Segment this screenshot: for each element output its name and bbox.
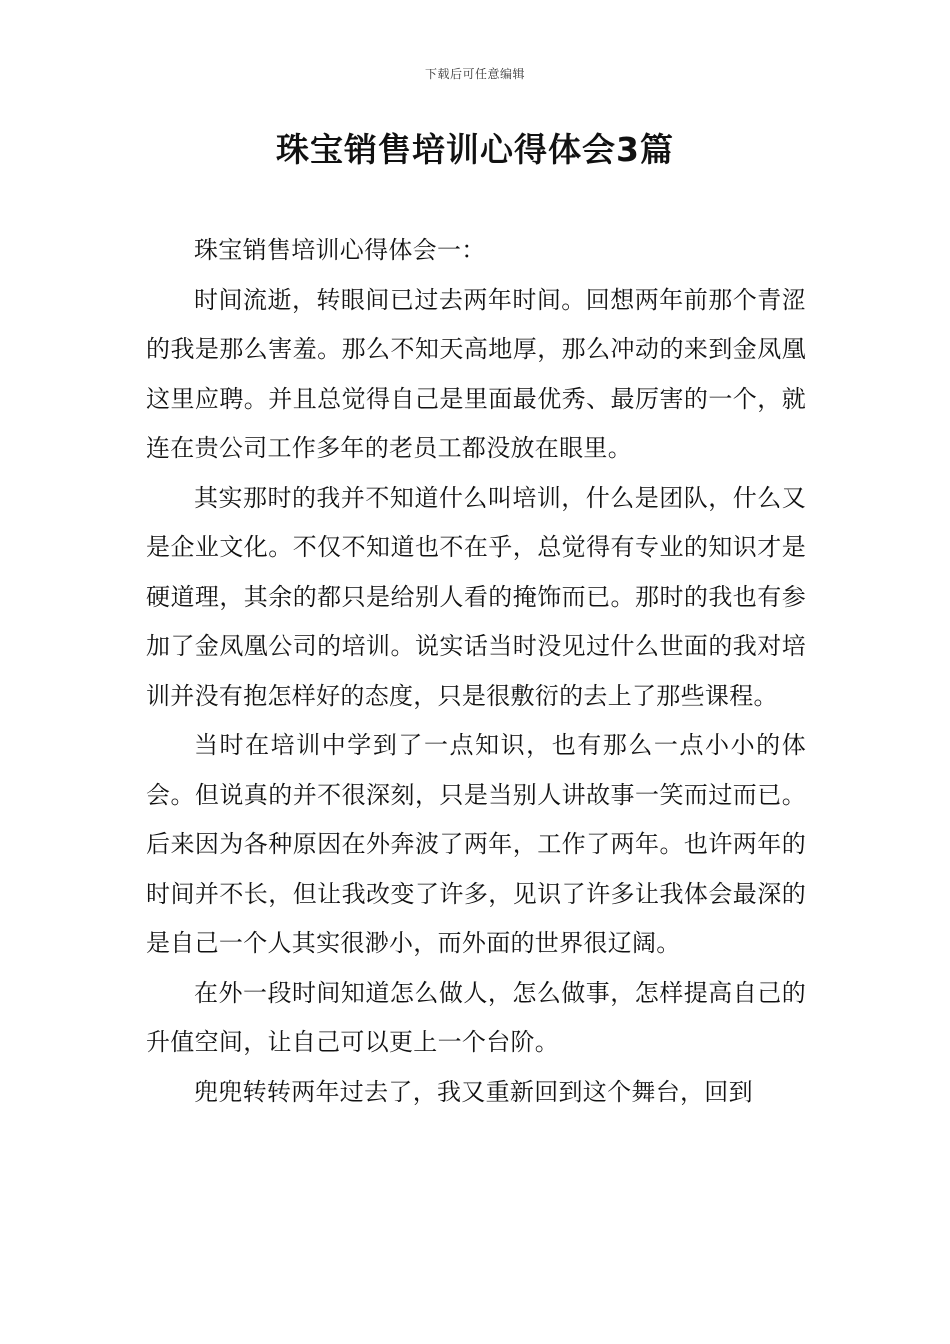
paragraph: 时间流逝，转眼间已过去两年时间。回想两年前那个青涩的我是那么害羞。那么不知天高地厚，那么冲动的来到金凤凰这里应聘。并且总觉得自己是里面最优秀、最厉害的一个，就连在贵公司工作多年的老员工都没放在眼里。 bbox=[146, 285, 806, 462]
header-note: 下载后可任意编辑 bbox=[424, 67, 525, 81]
paragraph: 兜兜转转两年过去了，我又重新回到这个舞台，回到 bbox=[194, 1077, 753, 1106]
paragraph: 在外一段时间知道怎么做人，怎么做事，怎样提高自己的升值空间，让自己可以更上一个台阶。 bbox=[146, 978, 806, 1056]
paragraph: 当时在培训中学到了一点知识，也有那么一点小小的体会。但说真的并不很深刻，只是当别人讲故事一笑而过而已。后来因为各种原因在外奔波了两年，工作了两年。也许两年的时间并不长，但让我改变了许多，见识了许多让我体会最深的是自己一个人其实很渺小，而外面的世界很辽阔。 bbox=[146, 731, 806, 957]
document-body bbox=[146, 226, 806, 1117]
paragraph-section-heading: 珠宝销售培训心得体会一： bbox=[194, 236, 486, 264]
paragraph: 其实那时的我并不知道什么叫培训，什么是团队，什么又是企业文化。不仅不知道也不在乎，总觉得有专业的知识才是硬道理，其余的都只是给别人看的掩饰而已。那时的我也有参加了金凤凰公司的培训。说实话当时没见过什么世面的我对培训并没有抱怎样好的态度，只是很敷衍的去上了那些课程。 bbox=[146, 483, 806, 710]
document-title: 珠宝销售培训心得体会3篇 bbox=[276, 130, 674, 169]
